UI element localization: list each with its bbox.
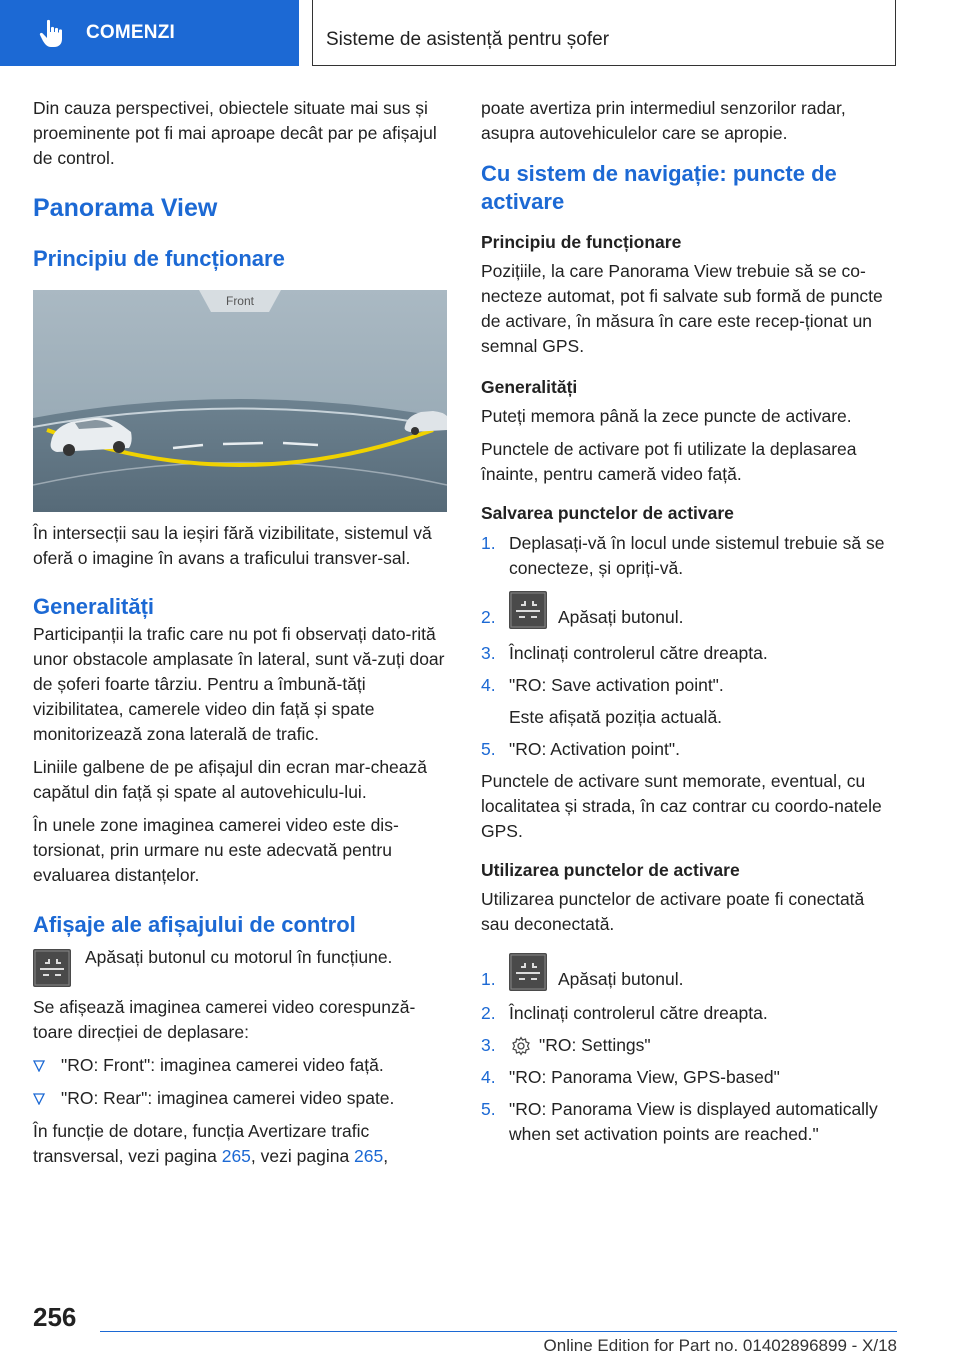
triangle-bullet-icon (33, 1060, 45, 1072)
use-step-1: 1. Apăsați butonul. (481, 953, 897, 997)
continued-paragraph: poate avertiza prin intermediul senzorilor radar, asupra autovehiculelor care se apropie. (481, 98, 846, 143)
heading-navigation: Cu sistem de navigație: puncte de activare (481, 161, 837, 214)
save-step-3: 3. Înclinați controlerul către dreapta. (481, 643, 768, 663)
page-link-265[interactable]: 265 (221, 1146, 251, 1166)
use-step-3: 3. "RO: Settings" (481, 1035, 651, 1055)
right-column (481, 96, 897, 1147)
save-step-4-result: Este afișată poziția actuală. (509, 707, 723, 727)
camera-button-icon (509, 591, 547, 629)
gear-icon (511, 1036, 531, 1056)
save-step-5: 5. "RO: Activation point". (481, 739, 680, 759)
footer-divider (100, 1331, 897, 1332)
page-header (0, 0, 960, 66)
page-number: 256 (33, 1302, 77, 1332)
use-paragraph: Utilizarea punctelor de activare poate fi conectată sau deconectată. (481, 889, 865, 934)
general-paragraph-3: În unele zone imaginea camerei video este dis-torsionat, prin urmare nu este adecvată pentru evaluarea distanțelor. (33, 815, 399, 885)
press-button-text: Apăsați butonul cu motorul în funcțiune. (85, 947, 393, 967)
camera-front-image (33, 290, 447, 512)
hand-pointer-icon (38, 19, 66, 49)
camera-button-icon (33, 949, 71, 987)
save-step-4: 4. "RO: Save activation point". (481, 675, 724, 695)
principle-paragraph: Pozițiile, la care Panorama View trebuie să se co-necteze automat, pot fi salvate sub formă de puncte de activare, în măsura în care este recep-ționat un semnal GPS. (481, 261, 883, 356)
intro-paragraph: Din cauza perspectivei, obiectele situate mai sus și proeminente pot fi mai aproape decât par pe afișajul de control. (33, 98, 437, 168)
bullet-rear: "RO: Rear": imaginea camerei video spate. (33, 1086, 447, 1111)
heading-save-points: Salvarea punctelor de activare (481, 503, 734, 523)
heading-principle-right: Principiu de funcționare (481, 232, 682, 252)
use-step-2: 2. Înclinați controlerul către dreapta. (481, 1003, 768, 1023)
heading-use-points: Utilizarea punctelor de activare (481, 860, 740, 880)
shows-paragraph: Se afișează imaginea camerei video corespunză-toare direcției de deplasare: (33, 997, 416, 1042)
section-label: COMENZI (86, 22, 176, 43)
general-paragraph-right-1: Puteți memora până la zece puncte de activare. (481, 406, 852, 426)
heading-displays: Afișaje ale afișajului de control (33, 912, 356, 937)
triangle-bullet-icon (33, 1093, 45, 1105)
use-step-5: 5. "RO: Panorama View is displayed automatically when set activation points are reached." (481, 1099, 878, 1144)
left-column (33, 96, 447, 1169)
heading-general: Generalități (33, 594, 155, 619)
save-step-1: 1. Deplasați-vă în locul unde sistemul trebuie să se conecteze, și opriți-vă. (481, 533, 885, 578)
use-step-4: 4. "RO: Panorama View, GPS-based" (481, 1067, 780, 1087)
bullet-front: "RO: Front": imaginea camerei video față. (33, 1053, 447, 1078)
camera-button-icon (509, 953, 547, 991)
section-tab (0, 0, 299, 66)
save-step-2: 2. Apăsați butonul. (481, 591, 897, 635)
camera-scene-illustration (33, 290, 447, 512)
saved-paragraph: Punctele de activare sunt memorate, eventual, cu localitatea și strada, în caz contrar cu coordo-natele GPS. (481, 771, 882, 841)
general-paragraph-2: Liniile galbene de pe afișajul din ecran mar-chează capătul din față și spate al autovehiculu-lui. (33, 757, 427, 802)
general-paragraph-1: Participanții la trafic care nu pot fi observați dato-rită unor obstacole amplasate în lateral, sunt vă-zuți doar de șoferi foarte târziu. Pentru a îmbună-tăți vizibilitatea, camerele video din față și spate monitorizează zona laterală de trafic. (33, 624, 445, 744)
chapter-title: Sisteme de asistență pentru șofer (326, 29, 610, 50)
chapter-title-box (312, 0, 896, 66)
front-view-label: Front (225, 294, 255, 308)
edition-text: Online Edition for Part no. 01402896899 - X/18 (543, 1336, 897, 1355)
general-paragraph-right-2: Punctele de activare pot fi utilizate la deplasarea înainte, pentru cameră video față. (481, 439, 857, 484)
press-button-row (33, 945, 447, 989)
heading-principle: Principiu de funcționare (33, 246, 285, 271)
intersection-paragraph: În intersecții sau la ieșiri fără vizibilitate, sistemul vă oferă o imagine în avans a traficului transver-sal. (33, 523, 432, 568)
heading-general-right: Generalități (481, 377, 578, 397)
page-link-265-second[interactable]: 265 (354, 1146, 384, 1166)
function-paragraph: În funcție de dotare, funcția Avertizare trafic transversal, vezi pagina 265, vezi pagina 265, (33, 1121, 389, 1166)
heading-panorama-view: Panorama View (33, 194, 218, 222)
